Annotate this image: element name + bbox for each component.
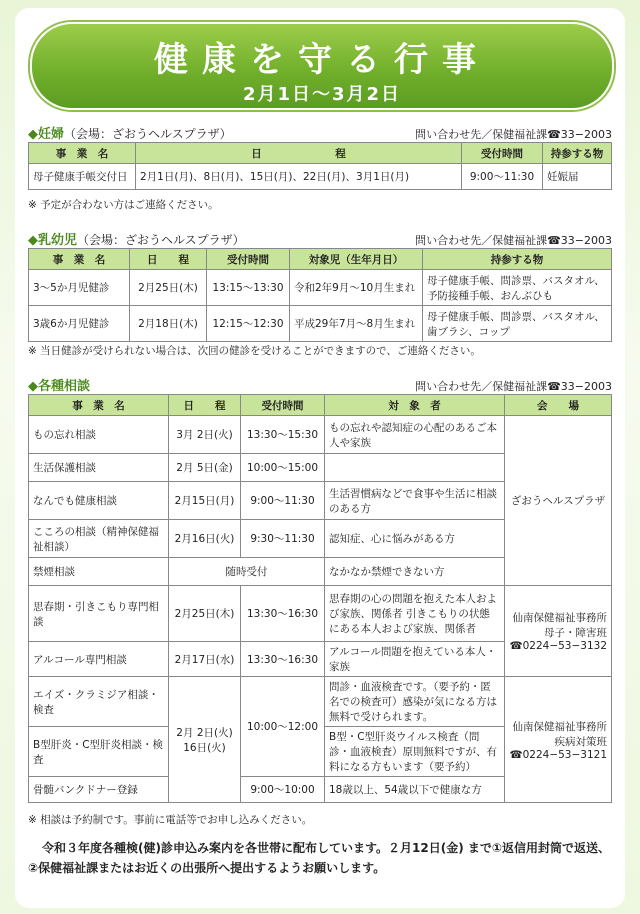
cell — [325, 454, 505, 482]
venue-tel: ☎0224−53−3132 — [509, 640, 607, 652]
table-row — [29, 677, 612, 727]
cell: 18歳以上、54歳以下で健康な方 — [325, 777, 505, 803]
cell: こころの相談（精神保健福祉相談） — [29, 520, 169, 558]
col-header: 日 程 — [136, 143, 462, 164]
table-row — [29, 270, 612, 306]
col-header: 日 程 — [130, 249, 207, 270]
cell: 2月 5日(金) — [169, 454, 241, 482]
cell: 2月25日(木) — [130, 270, 207, 306]
cell: 生活習慣病などで食事や生活に相談のある方 — [325, 482, 505, 520]
shared-date: 2月 2日(火) 16日(火) — [176, 726, 233, 754]
cell: 思春期・引きこもり専門相談 — [29, 586, 169, 642]
date-range: 2月1日〜3月2日 — [242, 84, 402, 105]
col-header: 事 業 名 — [29, 143, 136, 164]
cell: 2月15日(月) — [169, 482, 241, 520]
cell: 13:30〜16:30 — [241, 642, 325, 677]
nyuyoji-note: ※ 当日健診が受けられない場合は、次回の健診を受けることができますので、ご連絡ください。 — [28, 345, 481, 357]
col-header: 日 程 — [169, 395, 241, 416]
cell: 12:15〜12:30 — [207, 306, 290, 342]
col-header: 事 業 名 — [29, 249, 130, 270]
cell: 10:00〜15:00 — [241, 454, 325, 482]
cell: 令和2年9月〜10月生まれ — [290, 270, 423, 306]
col-header: 持参する物 — [423, 249, 612, 270]
col-header: 持参する物 — [543, 143, 612, 164]
cell: もの忘れや認知症の心配のあるご本人や家族 — [325, 416, 505, 454]
cell: 生活保護相談 — [29, 454, 169, 482]
nyuyoji-table — [28, 248, 612, 342]
cell: 認知症、心に悩みがある方 — [325, 520, 505, 558]
cell: 2月16日(火) — [169, 520, 241, 558]
cell: なんでも健康相談 — [29, 482, 169, 520]
cell: 2月25日(木) — [169, 586, 241, 642]
cell: 母子健康手帳、問診票、バスタオル、歯ブラシ、コップ — [423, 306, 612, 342]
section-ninpu-mark: ◆妊婦 — [28, 127, 64, 142]
venue-cell — [505, 677, 612, 803]
cell: もの忘れ相談 — [29, 416, 169, 454]
cell: 随時受付 — [169, 558, 325, 586]
table-row — [29, 416, 612, 454]
section-nyuyoji-heading — [28, 229, 245, 248]
cell: 2月1日(月)、8日(月)、15日(月)、22日(月)、3月1日(月) — [136, 164, 462, 190]
cell: 3月 2日(火) — [169, 416, 241, 454]
cell: 禁煙相談 — [29, 558, 169, 586]
cell: 骨髄バンクドナー登録 — [29, 777, 169, 803]
cell: 13:30〜15:30 — [241, 416, 325, 454]
col-header: 対 象 者 — [325, 395, 505, 416]
cell: アルコール専門相談 — [29, 642, 169, 677]
section-nyuyoji-mark: ◆乳幼児 — [28, 233, 77, 248]
table-header-row — [29, 143, 612, 164]
section-soudan-contact: 問い合わせ先／保健福祉課☎33−2003 — [415, 380, 612, 393]
cell: 平成29年7月〜8月生まれ — [290, 306, 423, 342]
cell: 9:00〜11:30 — [241, 482, 325, 520]
cell: 思春期の心の問題を抱えた本人および家族、関係者 引きこもりの状態にある本人および家族、関係者 — [325, 586, 505, 642]
cell: 9:00〜10:00 — [241, 777, 325, 803]
table-header-row — [29, 395, 612, 416]
col-header: 受付時間 — [241, 395, 325, 416]
venue-name: 仙南保健福祉事務所 — [512, 612, 607, 624]
col-header: 会 場 — [505, 395, 612, 416]
col-header: 事 業 名 — [29, 395, 169, 416]
section-nyuyoji-place: （会場：ざおうヘルスプラザ） — [77, 233, 245, 247]
section-soudan-mark: ◆各種相談 — [28, 379, 90, 394]
shared-date-cell — [169, 677, 241, 803]
soudan-note: ※ 相談は予約制です。事前に電話等でお申し込みください。 — [28, 814, 313, 826]
cell: 問診・血液検査です。（要予約・匿名での検査可）感染が気になる方は無料で受けられます。 — [325, 677, 505, 727]
cell: 妊娠届 — [543, 164, 612, 190]
cell: エイズ・クラミジア相談・検査 — [29, 677, 169, 727]
section-ninpu-heading — [28, 123, 232, 142]
table-header-row — [29, 249, 612, 270]
cell: アルコール問題を抱えている本人・家族 — [325, 642, 505, 677]
section-soudan-heading — [28, 375, 90, 394]
cell: 母子健康手帳交付日 — [29, 164, 136, 190]
col-header: 受付時間 — [207, 249, 290, 270]
cell: 9:00〜11:30 — [462, 164, 543, 190]
section-ninpu-contact: 問い合わせ先／保健福祉課☎33−2003 — [415, 128, 612, 141]
venue-sub: 疾病対策班 — [554, 735, 607, 748]
cell: 13:15〜13:30 — [207, 270, 290, 306]
ninpu-table — [28, 142, 612, 190]
ninpu-note: ※ 予定が合わない方はご連絡ください。 — [28, 199, 219, 211]
shared-time-cell: 10:00〜12:00 — [241, 677, 325, 777]
soudan-table — [28, 394, 612, 803]
table-row — [29, 164, 612, 190]
footer-text: 令和３年度各種検(健)診申込み案内を各世帯に配布しています。２月12日(金) まで①返信用封筒で返送、②保健福祉課またはお近くの出張所へ提出するようお願いします。 — [28, 841, 611, 875]
cell: 9:30〜11:30 — [241, 520, 325, 558]
col-header: 対象児（生年月日） — [290, 249, 423, 270]
page-title: 健康を守る行事 — [154, 40, 490, 80]
cell: 3〜5か月児健診 — [29, 270, 130, 306]
venue-name: 仙南保健福祉事務所 — [512, 720, 607, 733]
venue-sub: 母子・障害班 — [544, 627, 607, 639]
cell: 2月18日(木) — [130, 306, 207, 342]
title-banner — [30, 22, 614, 110]
section-ninpu-place: （会場：ざおうヘルスプラザ） — [64, 127, 232, 141]
cell: B型肝炎・C型肝炎相談・検査 — [29, 727, 169, 777]
table-row — [29, 586, 612, 642]
table-row — [29, 306, 612, 342]
cell: 母子健康手帳、問診票、バスタオル、予防接種手帳、おんぶひも — [423, 270, 612, 306]
cell: B型・C型肝炎ウイルス検査（問診・血液検査）原則無料ですが、有料になる方もいます（要予約） — [325, 727, 505, 777]
venue-cell: ざおうヘルスプラザ — [505, 416, 612, 586]
venue-tel: ☎0224−53−3121 — [509, 748, 607, 761]
section-nyuyoji-contact: 問い合わせ先／保健福祉課☎33−2003 — [415, 234, 612, 247]
cell: なかなか禁煙できない方 — [325, 558, 505, 586]
col-header: 受付時間 — [462, 143, 543, 164]
cell: 13:30〜16:30 — [241, 586, 325, 642]
cell: 2月17日(水) — [169, 642, 241, 677]
venue-cell — [505, 586, 612, 677]
cell: 3歳6か月児健診 — [29, 306, 130, 342]
